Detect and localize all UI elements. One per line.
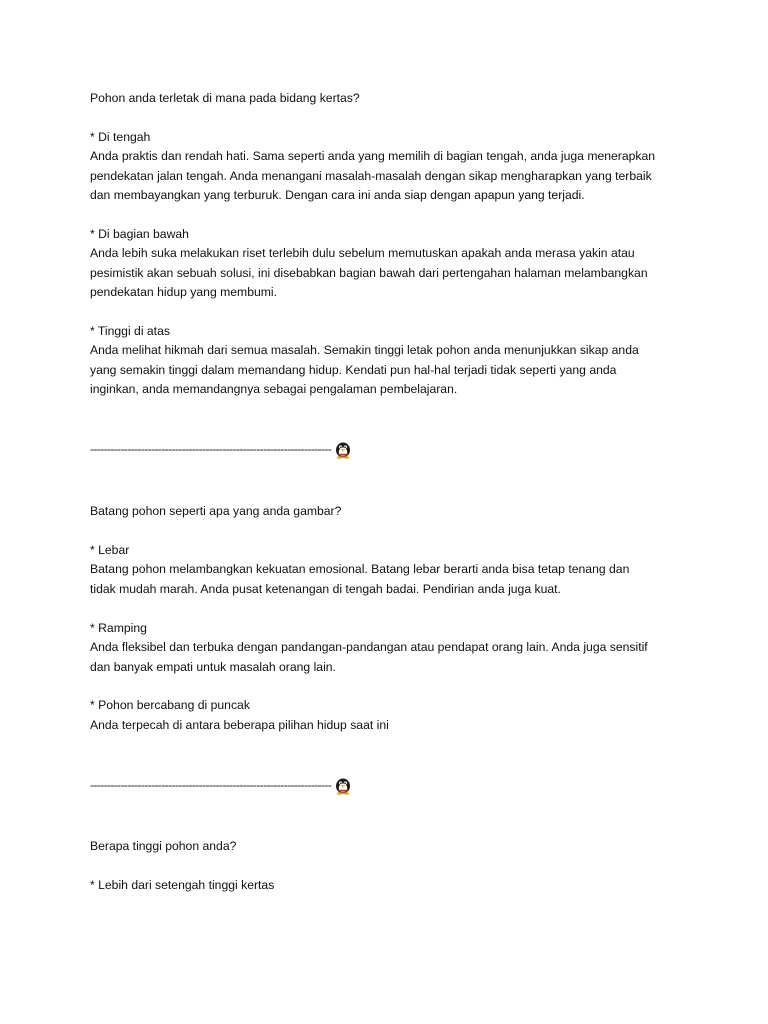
option-title-branching: * Pohon bercabang di puncak	[90, 698, 250, 712]
option-text-line: dan membayangkan yang terburuk. Dengan cara ini anda siap dengan apapun yang terjadi.	[90, 188, 585, 202]
option-text-line: pendekatan hidup yang membumi.	[90, 285, 277, 299]
option-text-line: inginkan, anda memandangnya sebagai pengalaman pembelajaran.	[90, 382, 458, 396]
option-text-line: Anda terpecah di antara beberapa pilihan hidup saat ini	[90, 718, 389, 732]
question-tree-location: Pohon anda terletak di mana pada bidang kertas?	[90, 91, 360, 105]
section-divider	[90, 775, 353, 795]
option-text-line: pesimistik akan sebuah solusi, ini disebabkan bagian bawah dari pertengahan halaman melambangkan	[90, 266, 648, 280]
option-text-line: Batang pohon melambangkan kekuatan emosional. Batang lebar berarti anda bisa tetap tenang dan	[90, 562, 630, 576]
option-text-line: Anda praktis dan rendah hati. Sama seperti anda yang memilih di bagian tengah, anda juga menerapkan	[90, 149, 656, 163]
option-title-bottom: * Di bagian bawah	[90, 227, 189, 241]
penguin-emoticon-icon	[333, 439, 353, 459]
option-text-line: yang semakin tinggi dalam memandang hidup. Kendati pun hal-hal terjadi tidak seperti yang anda	[90, 363, 617, 377]
question-trunk-shape: Batang pohon seperti apa yang anda gambar?	[90, 504, 342, 518]
option-text-line: Anda lebih suka melakukan riset terlebih dulu sebelum memutuskan apakah anda merasa yakin atau	[90, 246, 635, 260]
divider-dashes: -----------------------------------------------------------------------	[90, 778, 332, 792]
option-text-line: Anda melihat hikmah dari semua masalah. Semakin tinggi letak pohon anda menunjukkan sikap anda	[90, 343, 639, 357]
option-title-middle: * Di tengah	[90, 130, 151, 144]
divider-dashes: -----------------------------------------------------------------------	[90, 442, 332, 456]
option-title-slim: * Ramping	[90, 621, 147, 635]
option-text-line: dan banyak empati untuk masalah orang lain.	[90, 660, 336, 674]
option-text-line: Anda fleksibel dan terbuka dengan pandangan-pandangan atau pendapat orang lain. Anda juga sensitif	[90, 640, 648, 654]
question-tree-height: Berapa tinggi pohon anda?	[90, 839, 237, 853]
option-title-more-than-half: * Lebih dari setengah tinggi kertas	[90, 878, 275, 892]
option-text-line: tidak mudah marah. Anda pusat ketenangan di tengah badai. Pendirian anda juga kuat.	[90, 582, 561, 596]
option-title-top: * Tinggi di atas	[90, 324, 170, 338]
penguin-emoticon-icon	[333, 775, 353, 795]
option-text-line: pendekatan jalan tengah. Anda menangani masalah-masalah dengan sikap mengharapkan yang terbaik	[90, 169, 652, 183]
section-divider	[90, 439, 353, 459]
option-title-wide: * Lebar	[90, 543, 130, 557]
